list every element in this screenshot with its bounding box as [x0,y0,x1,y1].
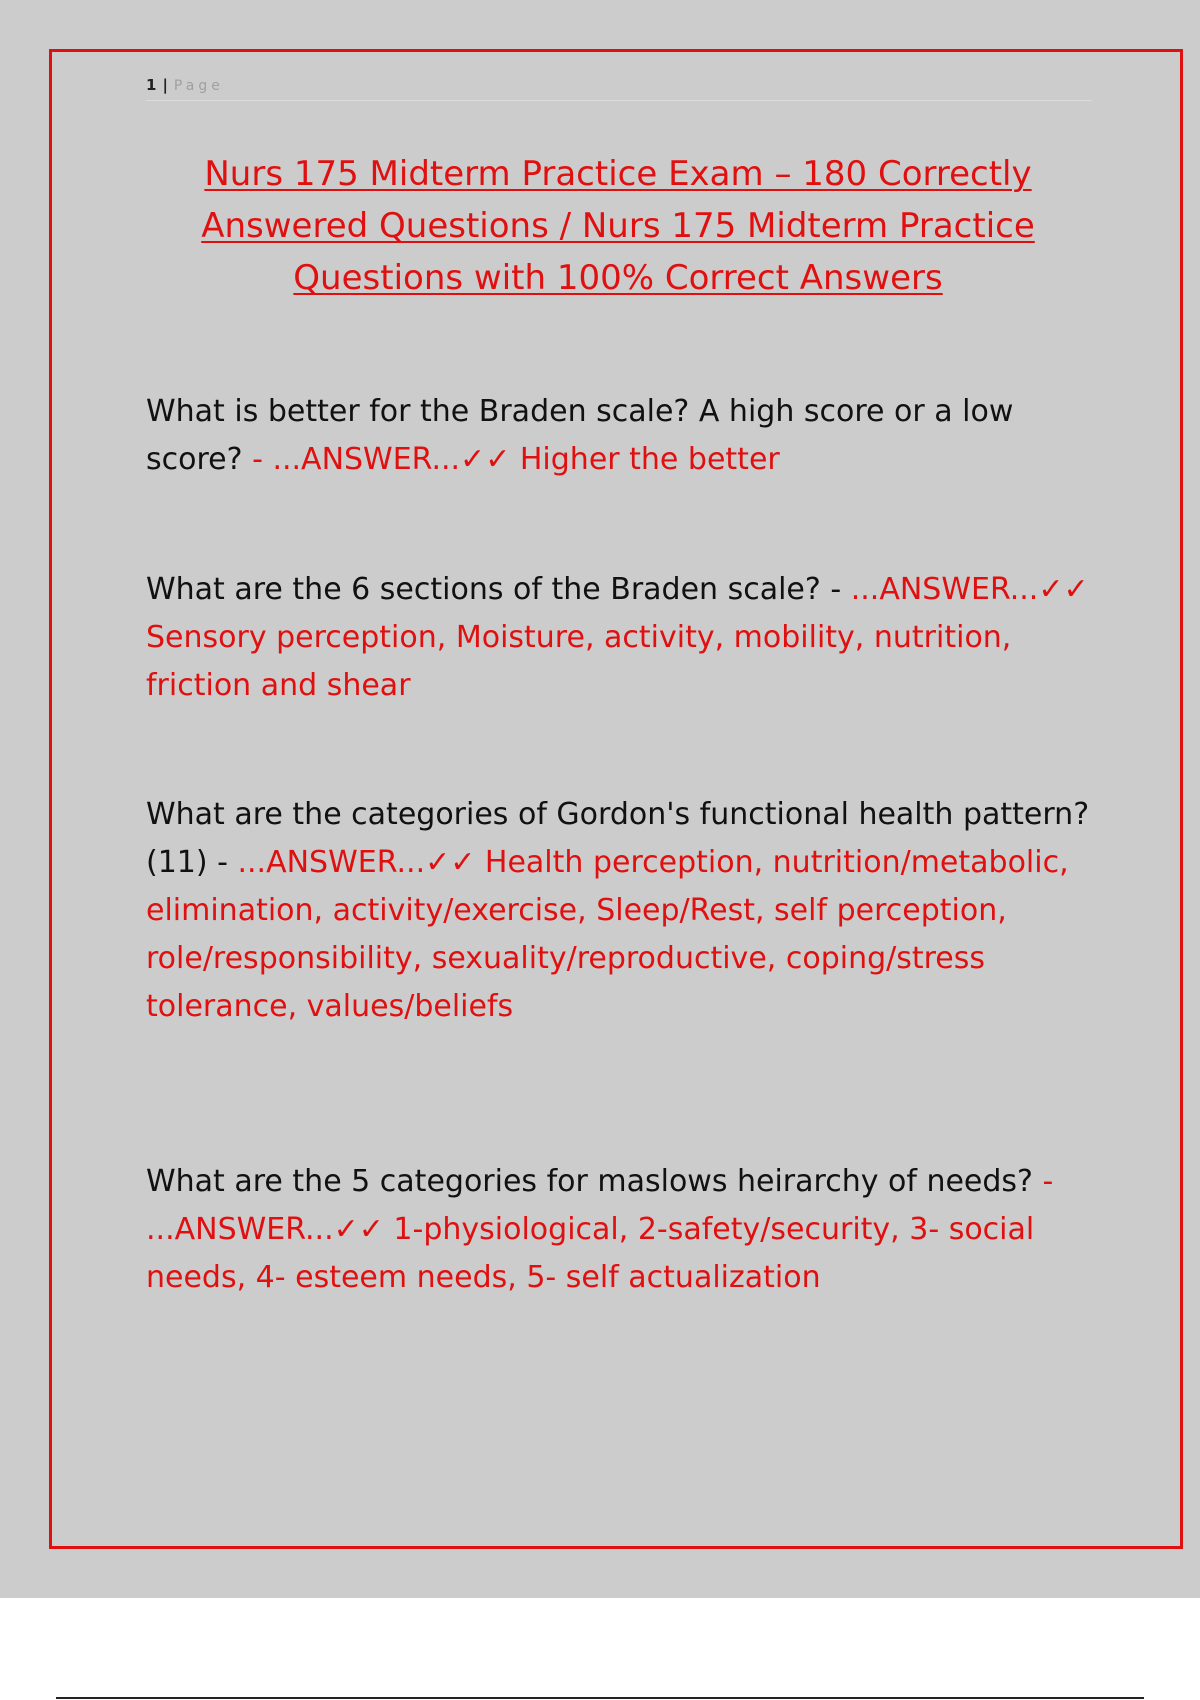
page-label: Page [173,78,224,94]
question-text: What are the 6 sections of the Braden scale? - [146,572,851,607]
question-text: What are the categories of Gordon's functional health pattern? (11) - [146,797,1090,880]
page-number: 1 [146,76,157,94]
answer-text: - ...ANSWER...✓✓ 1-physiological, 2-safety/security, 3- social needs, 4- esteem needs, 5- self actualization [146,1164,1054,1295]
qa-item [146,566,1092,710]
answer-text: ...ANSWER...✓✓ Health perception, nutrition/metabolic, elimination, activity/exercise, Sleep/Rest, self perception, role/responsibility, sexuality/reproductive, coping/stress tolerance, values/beliefs [146,845,1069,1024]
qa-item [146,388,1092,484]
qa-item [146,791,1092,1031]
answer-text: - ...ANSWER...✓✓ Higher the better [242,442,780,477]
answer-text: ...ANSWER...✓✓ Sensory perception, Moisture, activity, mobility, nutrition, friction and shear [146,572,1089,703]
page-header [146,74,1092,101]
document-title: Nurs 175 Midterm Practice Exam – 180 Correctly Answered Questions / Nurs 175 Midterm Practice Questions with 100% Correct Answers [201,154,1035,298]
footer-divider [56,1697,1144,1699]
question-text: What is better for the Braden scale? A high score or a low score? [146,394,1014,477]
page-separator: | [162,76,168,94]
question-text: What are the 5 categories for maslows heirarchy of needs? [146,1164,1033,1199]
qa-item [146,1158,1092,1302]
